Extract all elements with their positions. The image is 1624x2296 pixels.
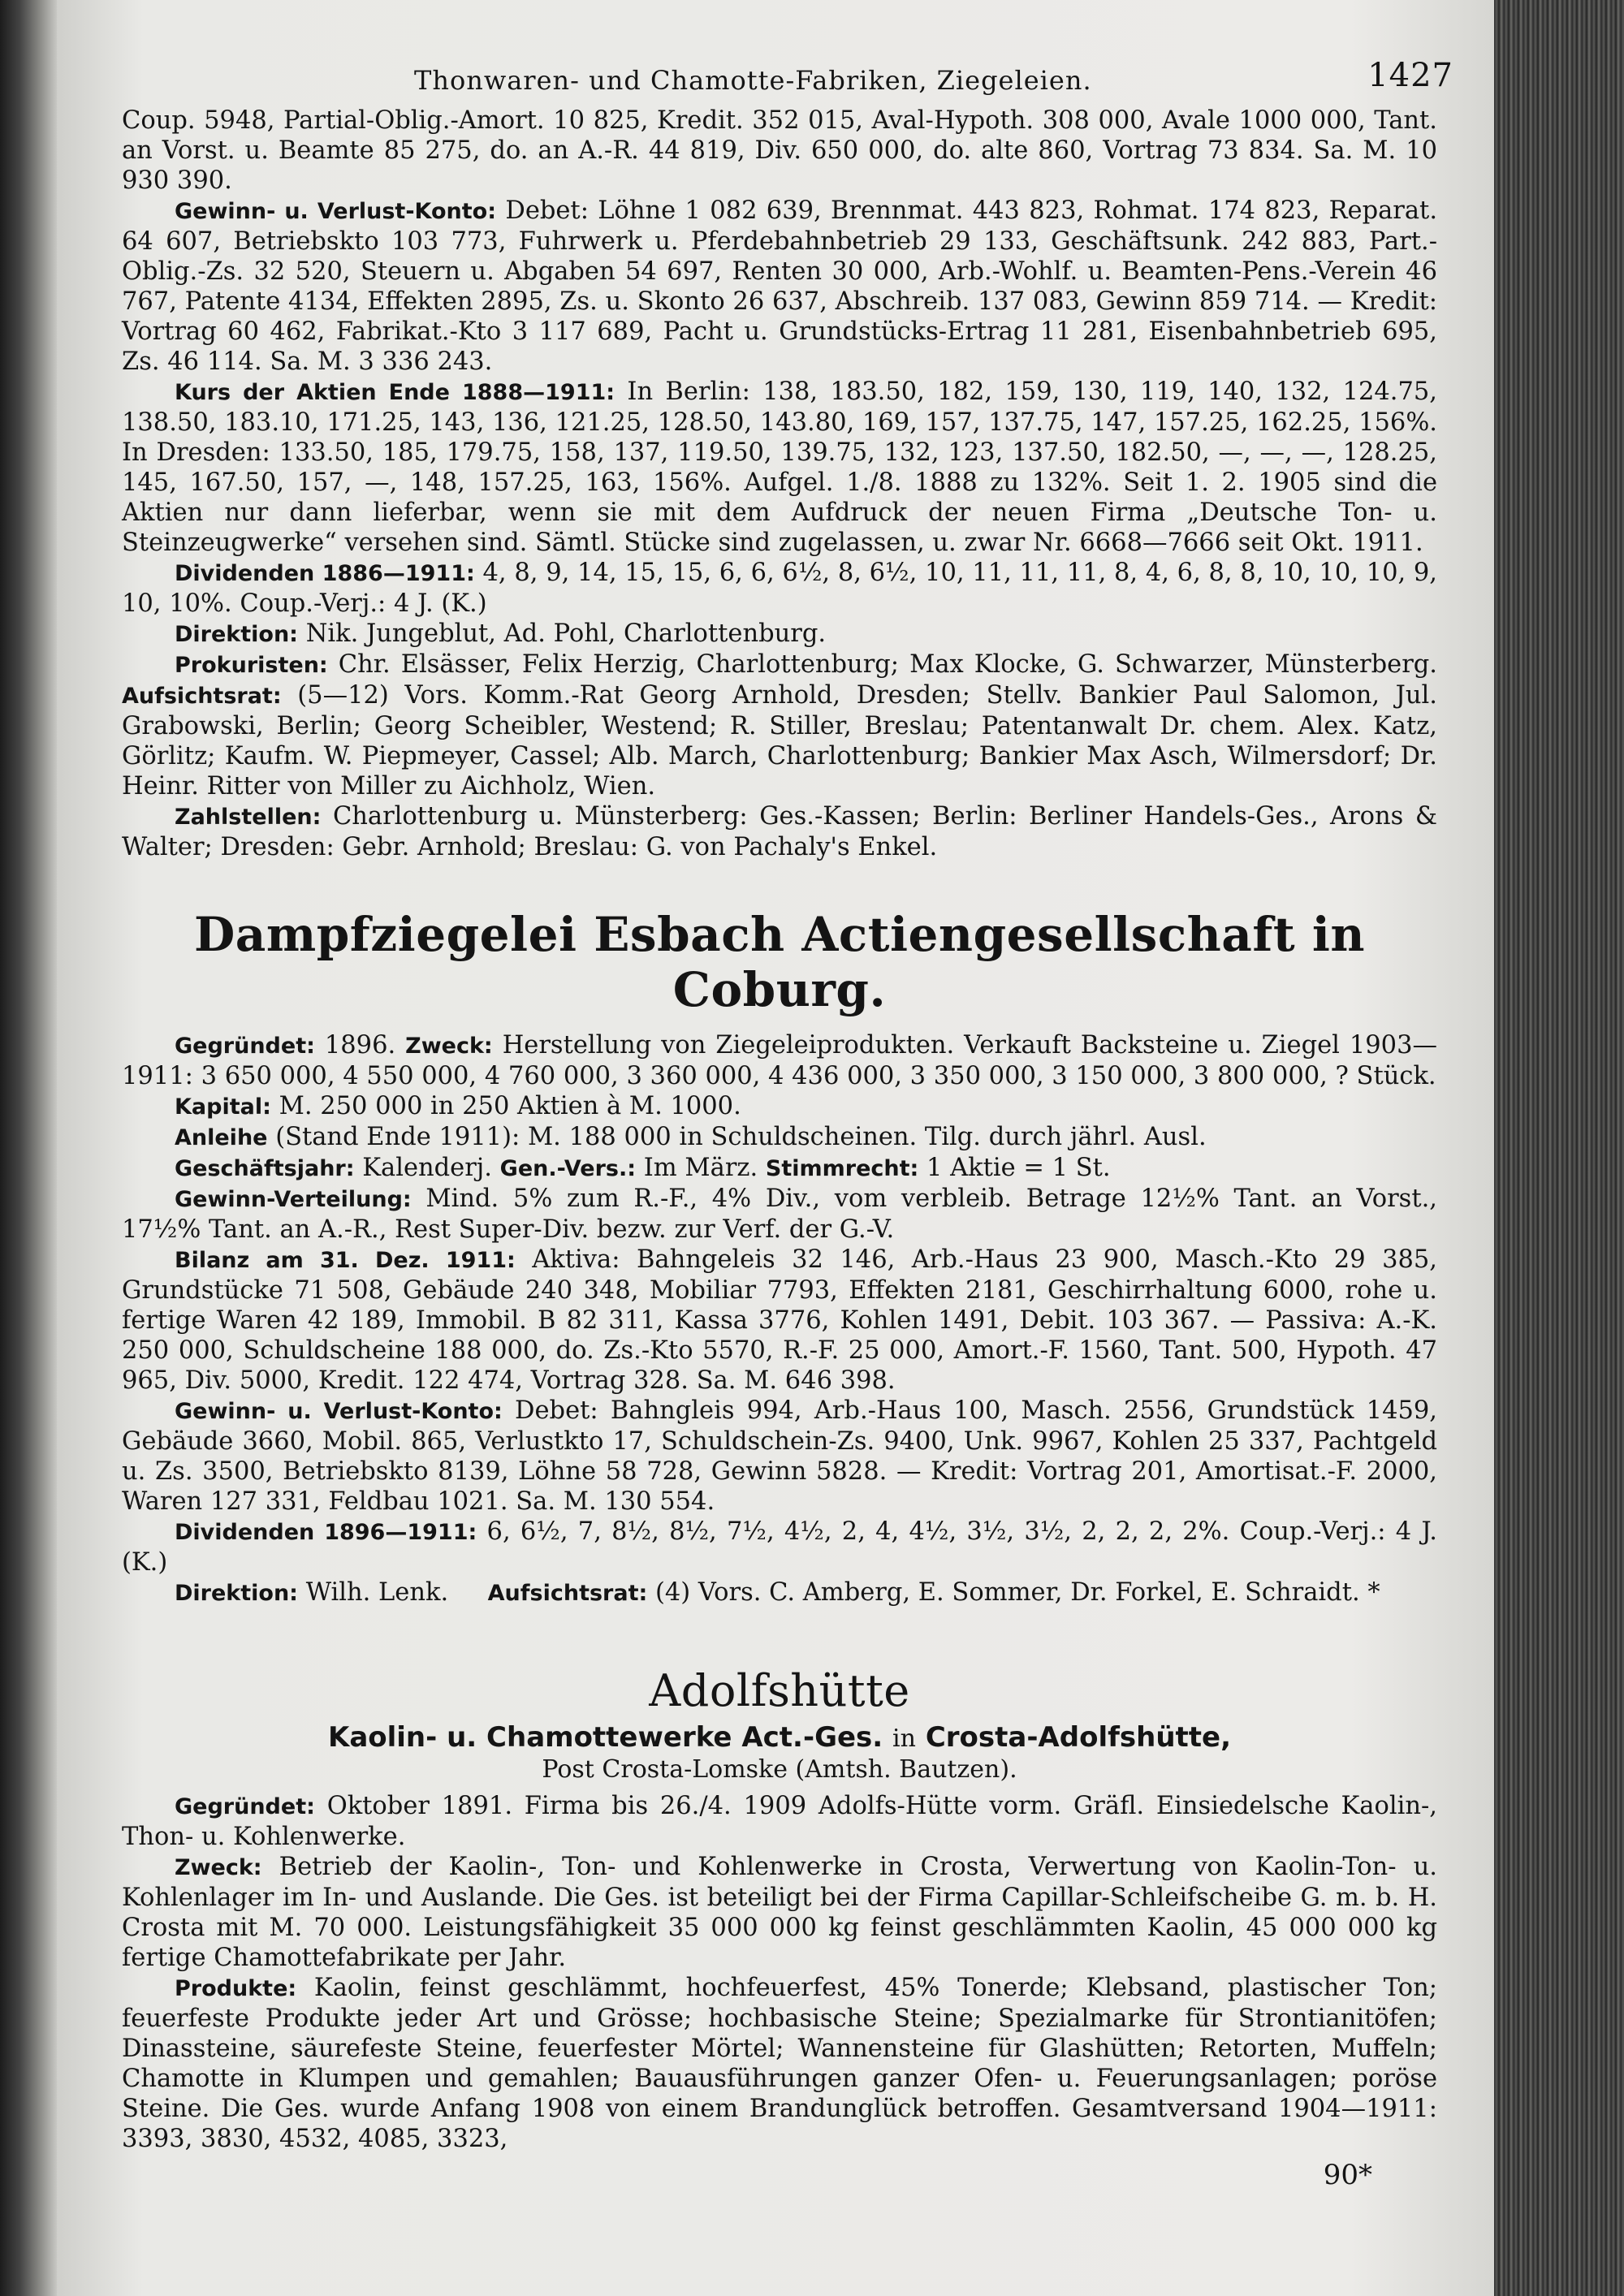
paying-agents (122, 801, 1437, 862)
entry-text: Wilh. Lenk. (305, 1578, 449, 1607)
page-number: 1427 (1367, 57, 1453, 94)
share-prices (122, 377, 1437, 558)
entry-label: Geschäftsjahr: (175, 1156, 355, 1181)
entry-text: Debet: Löhne 1 082 639, Brennmat. 443 823, Rohmat. 174 823, Reparat. 64 607, Betriebskto 103 773, Fuhrwerk u. Pferdebahnbetrieb 29 133, Geschäftsunk. 242 883, Part.-Oblig.-Zs. 32 520, Steuern u. Abgaben 54 697, Renten 30 000, Arb.-Wohlf. u. Beamten-Pens.-Verein 46 767, Patente 4134, Effekten 2895, Zs. u. Skonto 26 637, Abschreib. 137 083, Gewinn 859 714. — Kredit: Vortrag 60 462, Fabrikat.-Kto 3 117 689, Pacht u. Grundstücks-Ertrag 11 281, Eisenbahnbetrieb 695, Zs. 46 114. Sa. M. 3 336 243. (122, 196, 1438, 376)
fiscal-year (122, 1153, 1437, 1184)
profit-loss-account (122, 1396, 1437, 1517)
entry-text: (5—12) Vors. Komm.-Rat Georg Arnhold, Dresden; Stellv. Bankier Paul Salomon, Jul. Grabowski, Berlin; Georg Scheibler, Westend; R. Stiller, Breslau; Patentanwalt Dr. chem. Alex. Katz, Görlitz; Kaufm. W. Piepmeyer, Cassel; Alb. March, Charlottenburg; Bankier Max Asch, Wilmersdorf; Dr. Heinr. Ritter von Miller zu Aichholz, Wien. (122, 681, 1438, 801)
company-address: Post Crosta-Lomske (Amtsh. Bautzen). (542, 1755, 1017, 1784)
entry-label: Dividenden 1886—1911: (175, 561, 475, 586)
entry-label: Direktion: (175, 622, 298, 647)
entry-label: Aufsichtsrat: (487, 1581, 648, 1606)
entry-text: Kaolin, feinst geschlämmt, hochfeuerfest, 45% Tonerde; Klebsand, plastischer Ton; feuerfeste Produkte jeder Art und Grösse; hochbasische Steine; Spezialmarke für Strontianitöfen; Dinassteine, säurefeste Steine, feuerfester Mörtel; Wannensteine für Glashütten; Retorten, Muffeln; Chamotte in Klumpen und gemahlen; Bauausführungen ganzer Ofen- u. Feuerungsanlagen; poröse Steine. Die Ges. wurde Anfang 1908 von einem Brandunglück betroffen. Gesamtversand 1904—1911: 3393, 3830, 4532, 4085, 3323, (122, 1974, 1437, 2153)
entry-text: Im März. (643, 1154, 758, 1182)
entry-label: Kurs der Aktien Ende 1888—1911: (175, 380, 615, 405)
entry-label: Gewinn- u. Verlust-Konto: (175, 1399, 503, 1424)
entry-text: Nik. Jungeblut, Ad. Pohl, Charlottenburg. (305, 619, 827, 648)
entry-label: Stimmrecht: (765, 1156, 919, 1181)
entry-label: Aufsichtsrat: (122, 684, 282, 709)
balance-continued: Coup. 5948, Partial-Oblig.-Amort. 10 825, Kredit. 352 015, Aval-Hypoth. 308 000, Avale 1000 000, Tant. an Vorst. u. Beamte 85 275, do. an A.-R. 44 819, Div. 650 000, do. alte 860, Vortrag 73 834. Sa. M. 10 930 390. (122, 106, 1437, 195)
entry-label: Gegründet: (175, 1034, 315, 1059)
entry-text: Chr. Elsässer, Felix Herzig, Charlottenburg; Max Klocke, G. Schwarzer, Münsterberg. (338, 650, 1437, 679)
management-and-board (122, 1577, 1437, 1608)
entry-label: Zahlstellen: (175, 805, 322, 830)
book-page-edges (1494, 0, 1624, 2296)
management (122, 619, 1437, 650)
entry-text: Oktober 1891. Firma bis 26./4. 1909 Adolfs-Hütte vorm. Gräfl. Einsiedelsche Kaolin-, Thon- u. Kohlenwerke. (122, 1792, 1438, 1851)
capital (122, 1091, 1437, 1122)
products (122, 1973, 1437, 2154)
entry-text: 1896. (324, 1031, 396, 1060)
entry-label: Anleihe (175, 1125, 268, 1150)
entry-label: Produkte: (175, 1976, 297, 2001)
loan (122, 1122, 1437, 1153)
company-title-adolfshuette: Adolfshütte (649, 1665, 910, 1716)
entry-label: Prokuristen: (175, 653, 328, 678)
entry-text: Debet: Bahngleis 994, Arb.-Haus 100, Masch. 2556, Grundstück 1459, Gebäude 3660, Mobil. 865, Verlustkto 17, Schuldschein-Zs. 9400, Unk. 9967, Kohlen 25 337, Pachtgeld u. Zs. 3500, Betriebskto 8139, Löhne 58 728, Gewinn 5828. — Kredit: Vortrag 201, Amortisat.-F. 2000, Waren 127 331, Feldbau 1021. Sa. M. 130 554. (122, 1396, 1437, 1516)
entry-label: Dividenden 1896—1911: (175, 1520, 477, 1545)
entry-label: Kapital: (175, 1094, 271, 1120)
company-subtitle (122, 1721, 1437, 1755)
book-spine-left (0, 0, 57, 2296)
entry-label: Zweck: (405, 1034, 493, 1059)
entry-text: Herstellung von Ziegeleiprodukten. Verkauft Backsteine u. Ziegel 1903—1911: 3 650 000, 4 550 000, 4 760 000, 3 360 000, 4 436 000, 3 350 000, 3 150 000, 3 800 000, ? Stück. (122, 1031, 1437, 1090)
entry-text: 6, 6½, 7, 8½, 8½, 7½, 4½, 2, 4, 4½, 3½, 3½, 2, 2, 2, 2%. Coup.-Verj.: 4 J. (K.) (122, 1517, 1437, 1577)
entry-label: Gegründet: (175, 1794, 315, 1819)
profit-distribution (122, 1184, 1437, 1245)
company-title-esbach: Dampfziegelei Esbach Actiengesellschaft in Coburg. (193, 907, 1366, 1017)
entry-label: Gen.-Vers.: (499, 1156, 637, 1181)
entry-text: M. 250 000 in 250 Aktien à M. 1000. (279, 1092, 741, 1120)
running-title: Thonwaren- und Chamotte-Fabriken, Ziegeleien. (414, 65, 1092, 96)
running-header (122, 57, 1453, 106)
founded (122, 1030, 1437, 1091)
authorized-officers (122, 650, 1437, 801)
subtitle-place: Crosta-Adolfshütte, (925, 1721, 1232, 1754)
company-entry-adolfshuette (122, 1791, 1437, 2154)
subtitle-in: in (892, 1724, 916, 1753)
entry-text: Mind. 5% zum R.-F., 4% Div., vom verbleib. Betrage 12½% Tant. an Vorst., 17½% Tant. an A.-R., Rest Super-Div. bezw. zur Verf. der G.-V. (122, 1185, 1437, 1244)
entry-label: Gewinn- u. Verlust-Konto: (175, 199, 497, 224)
subtitle-company: Kaolin- u. Chamottewerke Act.-Ges. (327, 1721, 883, 1754)
previous-company-continued (122, 106, 1437, 862)
entry-text: Kalenderj. (362, 1154, 492, 1182)
entry-label: Gewinn-Verteilung: (175, 1187, 412, 1212)
balance-sheet (122, 1245, 1437, 1396)
entry-text: (Stand Ende 1911): M. 188 000 in Schuldscheinen. Tilg. durch jährl. Ausl. (275, 1123, 1207, 1151)
entry-label: Zweck: (175, 1855, 262, 1880)
profit-loss-account (122, 196, 1437, 377)
dividends (122, 1517, 1437, 1577)
entry-label: Direktion: (175, 1581, 298, 1606)
dividends (122, 558, 1437, 619)
page-content (122, 57, 1453, 2191)
signature-mark: 90* (1323, 2159, 1372, 2191)
purpose (122, 1852, 1437, 1973)
entry-text: (4) Vors. C. Amberg, E. Sommer, Dr. Forkel, E. Schraidt. * (655, 1578, 1380, 1607)
entry-text: Charlottenburg u. Münsterberg: Ges.-Kassen; Berlin: Berliner Handels-Ges., Arons & Walter; Dresden: Gebr. Arnhold; Breslau: G. von Pachaly's Enkel. (122, 802, 1437, 861)
page (57, 0, 1494, 2296)
entry-text: Aktiva: Bahngeleis 32 146, Arb.-Haus 23 900, Masch.-Kto 29 385, Grundstücke 71 508, Gebäude 240 348, Mobiliar 7793, Effekten 2181, Geschirrhaltung 6000, rohe u. fertige Waren 42 189, Immobil. B 82 311, Kassa 3776, Kohlen 1491, Debit. 103 367. — Passiva: A.-K. 250 000, Schuldscheine 188 000, do. Zs.-Kto 5570, R.-F. 25 000, Amort.-F. 1560, Tant. 500, Hypoth. 47 965, Div. 5000, Kredit. 122 474, Vortrag 328. Sa. M. 646 398. (122, 1245, 1438, 1395)
entry-text: 1 Aktie = 1 St. (926, 1154, 1111, 1182)
entry-text: 4, 8, 9, 14, 15, 15, 6, 6, 6½, 8, 6½, 10, 11, 11, 11, 8, 4, 6, 8, 8, 10, 10, 10, 9, 10, 10%. Coup.-Verj.: 4 J. (K.) (122, 559, 1437, 618)
entry-text: Betrieb der Kaolin-, Ton- und Kohlenwerke in Crosta, Verwertung von Kaolin-Ton- u. Kohlenlager im In- und Auslande. Die Ges. ist beteiligt bei der Firma Capillar-Schleifscheibe G. m. b. H. Crosta mit M. 70 000. Leistungsfähigkeit 35 000 000 kg feinst geschlämmten Kaolin, 45 000 000 kg fertige Chamottefabrikate per Jahr. (122, 1853, 1437, 1972)
company-entry-esbach (122, 1030, 1437, 1608)
founded (122, 1791, 1437, 1852)
entry-text: In Berlin: 138, 183.50, 182, 159, 130, 119, 140, 132, 124.75, 138.50, 183.10, 171.25, 143, 136, 121.25, 128.50, 143.80, 169, 157, 137.75, 147, 157.25, 162.25, 156%. In Dresden: 133.50, 185, 179.75, 158, 137, 119.50, 139.75, 132, 123, 137.50, 182.50, —, —, —, 128.25, 145, 167.50, 157, —, 148, 157.25, 163, 156%. Aufgel. 1./8. 1888 zu 132%. Seit 1. 2. 1905 sind die Aktien nur dann lieferbar, wenn sie mit dem Aufdruck der neuen Firma „Deutsche Ton- u. Steinzeugwerke“ versehen sind. Sämtl. Stücke sind zugelassen, u. zwar Nr. 6668—7666 seit Okt. 1911. (122, 378, 1437, 557)
entry-label: Bilanz am 31. Dez. 1911: (175, 1248, 516, 1273)
